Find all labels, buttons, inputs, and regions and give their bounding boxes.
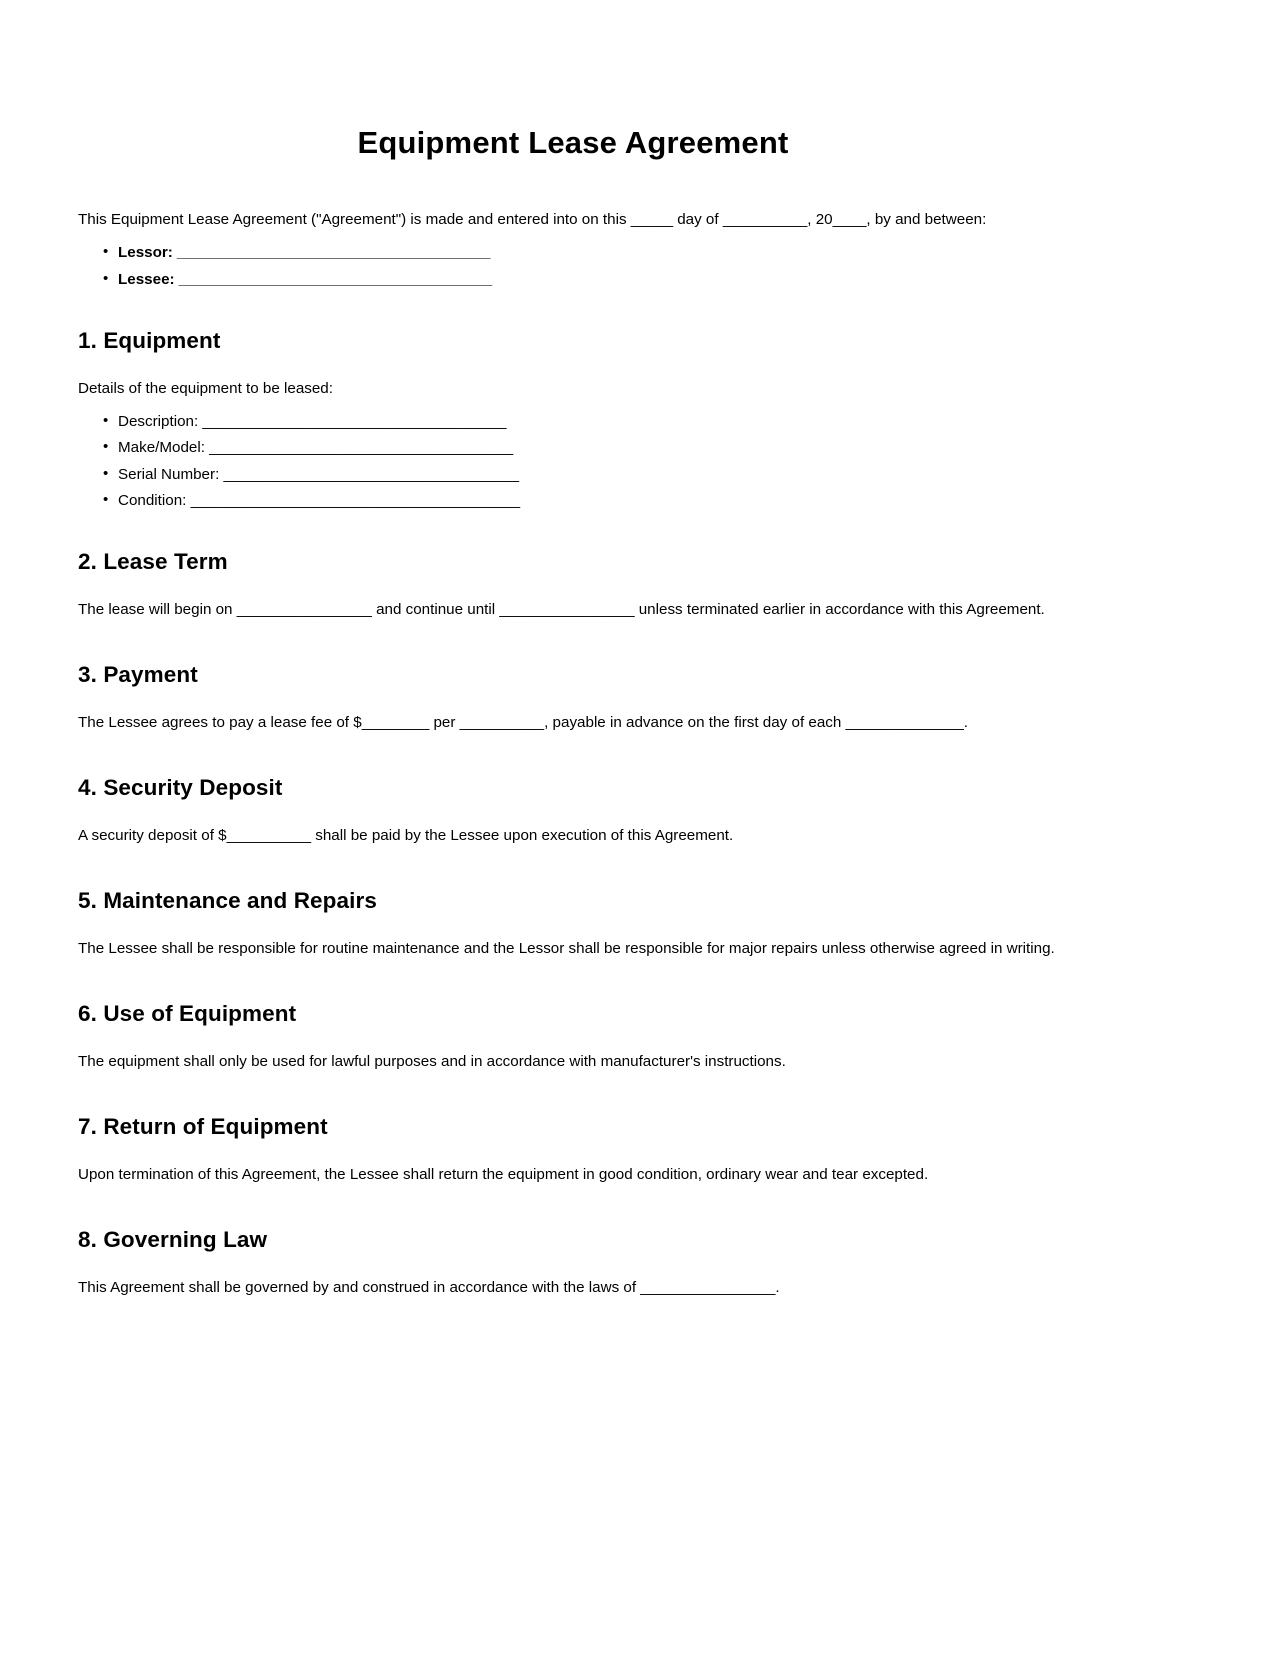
- list-item: [78, 272, 1178, 287]
- document-body: [78, 0, 1178, 1299]
- list-item[interactable]: • Serial Number: ___________________________________: [78, 467, 1178, 482]
- use-of-equipment-body: The equipment shall only be used for lawful purposes and in accordance with manufacturer's instructions.: [78, 1053, 786, 1071]
- list-item[interactable]: • Make/Model: ____________________________________: [78, 440, 1178, 455]
- lease-term-body: The lease will begin on ________________ and continue until ________________ unless terminated earlier in accordance with this Agreement.: [78, 600, 1045, 618]
- list-item[interactable]: • Description: ____________________________________: [78, 414, 1178, 429]
- security-deposit-body: A security deposit of $__________ shall be paid by the Lessee upon execution of this Agreement.: [78, 826, 734, 844]
- parties-list: [78, 245, 1178, 287]
- maintenance-and-repairs-body: The Lessee shall be responsible for routine maintenance and the Lessor shall be responsible for major repairs unless otherwise agreed in writing.: [78, 940, 1055, 958]
- page-title: Equipment Lease Agreement: [357, 125, 789, 160]
- list-item[interactable]: • Condition: _______________________________________: [78, 493, 1178, 508]
- section-heading-payment: 3. Payment: [78, 661, 198, 687]
- governing-law-body: This Agreement shall be governed by and construed in accordance with the laws of ________________.: [78, 1279, 780, 1297]
- equipment-lead-in: Details of the equipment to be leased:: [78, 380, 333, 398]
- return-of-equipment-body: Upon termination of this Agreement, the Lessee shall return the equipment in good condition, ordinary wear and tear excepted.: [78, 1166, 929, 1184]
- lessee-blank[interactable]: ______________________________________: [174, 270, 492, 288]
- payment-body: The Lessee agrees to pay a lease fee of $________ per __________, payable in advance on the first day of each ______________.: [78, 713, 969, 731]
- section-heading-equipment: 1. Equipment: [78, 328, 221, 354]
- intro-paragraph: This Equipment Lease Agreement ("Agreement") is made and entered into on this _____ day of __________, 20____, by and between:: [78, 210, 987, 228]
- section-heading-governing-law: 8. Governing Law: [78, 1227, 268, 1253]
- section-heading-maintenance-and-repairs: 5. Maintenance and Repairs: [78, 888, 377, 914]
- section-heading-lease-term: 2. Lease Term: [78, 548, 228, 574]
- list-item: [78, 245, 1178, 260]
- section-heading-return-of-equipment: 7. Return of Equipment: [78, 1114, 328, 1140]
- lessee-label: Lessee:: [118, 270, 175, 288]
- section-heading-use-of-equipment: 6. Use of Equipment: [78, 1001, 297, 1027]
- lessor-blank[interactable]: ______________________________________: [172, 243, 491, 261]
- lessor-label: Lessor:: [118, 243, 173, 261]
- equipment-details-list: [78, 414, 1178, 508]
- section-heading-security-deposit: 4. Security Deposit: [78, 774, 283, 800]
